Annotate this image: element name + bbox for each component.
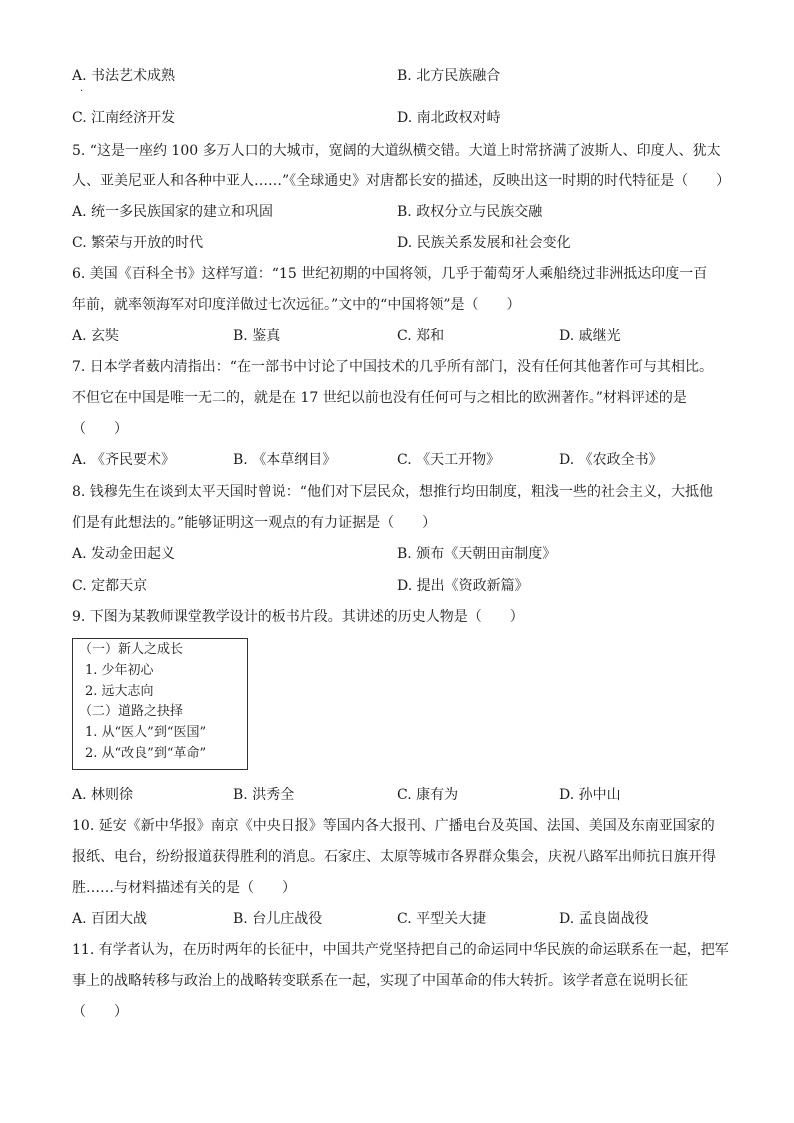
q6-stem-line-2: 年前，就率领海军对印度洋做过七次远征。”文中的“中国将领”是（ ） [72, 297, 521, 313]
q9-option-a: A. 林则徐 [72, 787, 134, 803]
board-section-2: （二）道路之抉择 [79, 704, 184, 719]
q8-option-c: C. 定都天京 [72, 578, 148, 594]
q7-option-a: A. 《齐民要术》 [72, 452, 176, 468]
q8-stem-line-1: 8. 钱穆先生在谈到太平天国时曾说：“他们对下层民众，想推行均田制度，粗浅一些的社会主义，大抵他 [72, 484, 713, 500]
q7-option-c: C. 《天工开物》 [397, 452, 501, 468]
q6-option-a: A. 玄奘 [72, 328, 120, 344]
q6-option-d: D. 戚继光 [559, 328, 621, 344]
stray-dot: · [80, 86, 84, 97]
q4-option-d: D. 南北政权对峙 [397, 110, 501, 126]
board-item-1-2: 2. 远大志向 [85, 684, 154, 699]
q10-option-a: A. 百团大战 [72, 911, 148, 927]
q5-option-c: C. 繁荣与开放的时代 [72, 235, 204, 251]
q10-option-b: B. 台儿庄战役 [233, 911, 323, 927]
q11-stem-line-2: 事上的战略转移与政治上的战略转变联系在一起，实现了中国革命的伟大转折。该学者意在说明长征 [72, 973, 688, 989]
q10-option-c: C. 平型关大捷 [397, 911, 487, 927]
q4-option-b: B. 北方民族融合 [397, 68, 501, 84]
q8-option-d: D. 提出《资政新篇》 [397, 578, 529, 594]
q4-option-a: A. 书法艺术成熟 [72, 68, 176, 84]
q7-option-b: B. 《本草纲目》 [233, 452, 337, 468]
q9-stem-line-1: 9. 下图为某教师课堂教学设计的板书片段。其讲述的历史人物是（ ） [72, 609, 524, 625]
q7-stem-line-3: （ ） [72, 421, 128, 437]
q7-stem-line-1: 7. 日本学者薮内清指出：“在一部书中讨论了中国技术的几乎所有部门，没有任何其他著作可与其相比。 [72, 359, 713, 375]
board-section-1: （一）新人之成长 [79, 642, 184, 657]
q10-stem-line-2: 报纸、电台，纷纷报道获得胜利的消息。石家庄、太原等城市各界群众集会，庆祝八路军出师抗日旗开得 [72, 849, 716, 865]
q7-option-d: D. 《农政全书》 [559, 452, 663, 468]
q8-option-b: B. 颁布《天朝田亩制度》 [397, 546, 557, 562]
q9-option-c: C. 康有为 [397, 787, 459, 803]
q8-stem-line-2: 们是有此想法的。”能够证明这一观点的有力证据是（ ） [72, 515, 437, 531]
q5-stem-line-1: 5. “这是一座约 100 多万人口的大城市，宽阔的大道纵横交错。大道上时常挤满了波斯人、印度人、犹太 [72, 143, 721, 159]
q6-option-c: C. 郑和 [397, 328, 445, 344]
q8-option-a: A. 发动金田起义 [72, 546, 176, 562]
q5-option-a: A. 统一多民族国家的建立和巩固 [72, 204, 274, 220]
q10-stem-line-3: 胜……与材料描述有关的是（ ） [72, 880, 296, 896]
q9-option-d: D. 孙中山 [559, 787, 621, 803]
q7-stem-line-2: 不但它在中国是唯一无二的，就是在 17 世纪以前也没有任何可与之相比的欧洲著作。”材料评述的是 [72, 390, 687, 406]
board-item-1-1: 1. 少年初心 [85, 663, 154, 678]
board-item-2-2: 2. 从“改良”到“革命” [85, 746, 207, 761]
q9-option-b: B. 洪秀全 [233, 787, 295, 803]
q5-option-b: B. 政权分立与民族交融 [397, 204, 543, 220]
q11-stem-line-1: 11. 有学者认为，在历时两年的长征中，中国共产党坚持把自己的命运同中华民族的命运联系在一起，把军 [72, 942, 729, 958]
q5-option-d: D. 民族关系发展和社会变化 [397, 235, 571, 251]
q11-stem-line-3: （ ） [72, 1004, 128, 1020]
q10-option-d: D. 孟良崮战役 [559, 911, 649, 927]
q10-stem-line-1: 10. 延安《新中华报》南京《中央日报》等国内各大报刊、广播电台及英国、法国、美国及东南亚国家的 [72, 818, 715, 834]
blackboard-outline [72, 638, 248, 770]
q4-option-c: C. 江南经济开发 [72, 110, 176, 126]
board-item-2-1: 1. 从“医人”到“医国” [85, 725, 207, 740]
q6-option-b: B. 鉴真 [233, 328, 281, 344]
q5-stem-line-2: 人、亚美尼亚人和各种中亚人……”《全球通史》对唐都长安的描述，反映出这一时期的时代特征是（ ） [72, 173, 731, 189]
q6-stem-line-1: 6. 美国《百科全书》这样写道：“15 世纪初期的中国将领，几乎于葡萄牙人乘船绕过非洲抵达印度一百 [72, 266, 708, 282]
